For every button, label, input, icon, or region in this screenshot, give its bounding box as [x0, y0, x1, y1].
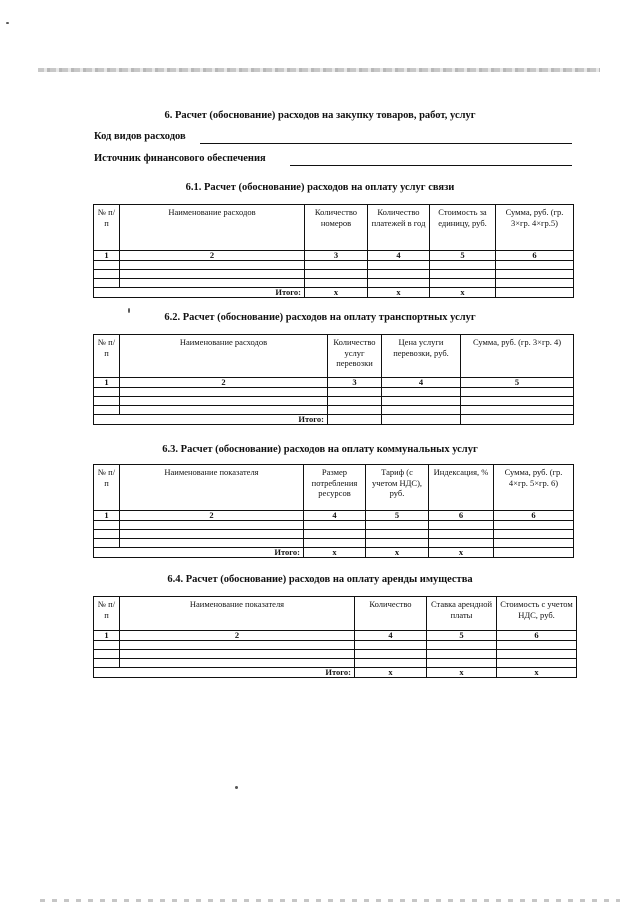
table-row: [94, 388, 574, 397]
header-cell: Сумма, руб. (гр. 4×гр. 5×гр. 6): [494, 465, 574, 511]
funding-source-field[interactable]: [290, 165, 572, 166]
header-cell: Наименование расходов: [120, 205, 305, 251]
table-cell[interactable]: [94, 270, 120, 279]
column-number: 6: [497, 631, 577, 641]
header-cell: № п/п: [94, 465, 120, 511]
header-cell: Тариф (с учетом НДС), руб.: [366, 465, 429, 511]
column-number: 2: [120, 511, 304, 521]
table-cell[interactable]: [94, 659, 120, 668]
total-label: Итого:: [94, 288, 305, 298]
table-cell[interactable]: [497, 650, 577, 659]
table-row: [94, 279, 574, 288]
table-cell[interactable]: [461, 397, 574, 406]
total-cell: х: [430, 288, 496, 298]
table-cell[interactable]: [366, 530, 429, 539]
column-number: 3: [328, 378, 382, 388]
column-number: 1: [94, 378, 120, 388]
column-number: 4: [304, 511, 366, 521]
total-cell[interactable]: [496, 288, 574, 298]
header-cell: Наименование расходов: [120, 335, 328, 378]
table-cell[interactable]: [120, 388, 328, 397]
header-cell: Количество платежей в год: [368, 205, 430, 251]
table-cell[interactable]: [328, 397, 382, 406]
table-cell[interactable]: [496, 261, 574, 270]
table-cell[interactable]: [120, 406, 328, 415]
table-cell[interactable]: [427, 641, 497, 650]
header-cell: Цена услуги перевозки, руб.: [382, 335, 461, 378]
table-header-row: [94, 465, 574, 511]
header-cell: № п/п: [94, 205, 120, 251]
table-cell[interactable]: [120, 539, 304, 548]
table-cell[interactable]: [429, 539, 494, 548]
header-cell: Размер потребления ресурсов: [304, 465, 366, 511]
table-cell[interactable]: [382, 388, 461, 397]
table-cell[interactable]: [494, 539, 574, 548]
table-cell[interactable]: [355, 650, 427, 659]
header-cell: № п/п: [94, 335, 120, 378]
table-cell[interactable]: [94, 641, 120, 650]
total-cell[interactable]: [461, 415, 574, 425]
column-number: 5: [461, 378, 574, 388]
total-cell: х: [429, 548, 494, 558]
header-cell: Количество: [355, 597, 427, 631]
expense-code-field[interactable]: [200, 143, 572, 144]
table-cell[interactable]: [430, 270, 496, 279]
column-number: 1: [94, 631, 120, 641]
table-row: [94, 539, 574, 548]
table-cell[interactable]: [368, 270, 430, 279]
table-6-3-title: 6.3. Расчет (обоснование) расходов на оплату коммунальных услуг: [162, 444, 478, 455]
table-cell[interactable]: [494, 521, 574, 530]
table-cell[interactable]: [120, 261, 305, 270]
table-cell[interactable]: [120, 530, 304, 539]
column-number: 6: [494, 511, 574, 521]
total-label: Итого:: [94, 548, 304, 558]
table-cell[interactable]: [94, 650, 120, 659]
header-cell: № п/п: [94, 597, 120, 631]
table-cell[interactable]: [497, 659, 577, 668]
total-row: [94, 415, 574, 425]
table-cell[interactable]: [427, 650, 497, 659]
table-header-row: [94, 597, 577, 631]
table-row: [94, 530, 574, 539]
column-number: 3: [305, 251, 368, 261]
table-cell[interactable]: [497, 641, 577, 650]
total-cell: х: [497, 668, 577, 678]
table-cell[interactable]: [94, 530, 120, 539]
total-cell: х: [305, 288, 368, 298]
total-cell: х: [368, 288, 430, 298]
column-number: 4: [382, 378, 461, 388]
table-cell[interactable]: [430, 261, 496, 270]
column-number: 6: [429, 511, 494, 521]
column-number: 6: [496, 251, 574, 261]
column-number-row: [94, 378, 574, 388]
header-cell: Наименование показателя: [120, 597, 355, 631]
header-cell: Сумма, руб. (гр. 3×гр. 4): [461, 335, 574, 378]
header-cell: Количество номеров: [305, 205, 368, 251]
funding-source-label: Источник финансового обеспечения: [94, 153, 266, 164]
table-cell[interactable]: [304, 539, 366, 548]
table-row: [94, 261, 574, 270]
table-cell[interactable]: [368, 261, 430, 270]
table-cell[interactable]: [368, 279, 430, 288]
header-cell: Индексация, %: [429, 465, 494, 511]
table-6-2: [93, 334, 574, 425]
table-cell[interactable]: [305, 270, 368, 279]
table-cell[interactable]: [366, 539, 429, 548]
table-cell[interactable]: [429, 521, 494, 530]
column-number: 4: [355, 631, 427, 641]
table-cell[interactable]: [430, 279, 496, 288]
total-cell[interactable]: [328, 415, 382, 425]
table-row: [94, 650, 577, 659]
column-number-row: [94, 511, 574, 521]
column-number: 5: [427, 631, 497, 641]
table-cell[interactable]: [429, 530, 494, 539]
table-row: [94, 406, 574, 415]
table-header-row: [94, 205, 574, 251]
table-row: [94, 659, 577, 668]
column-number: 2: [120, 378, 328, 388]
table-6-4: [93, 596, 577, 678]
table-cell[interactable]: [304, 521, 366, 530]
table-6-4-title: 6.4. Расчет (обоснование) расходов на оплату аренды имущества: [167, 574, 473, 585]
total-row: [94, 548, 574, 558]
header-cell: Сумма, руб. (гр. 3×гр. 4×гр.5): [496, 205, 574, 251]
table-row: [94, 397, 574, 406]
column-number: 2: [120, 631, 355, 641]
table-cell[interactable]: [366, 521, 429, 530]
table-cell[interactable]: [355, 659, 427, 668]
table-cell[interactable]: [382, 406, 461, 415]
table-cell[interactable]: [382, 397, 461, 406]
column-number-row: [94, 631, 577, 641]
total-cell: х: [355, 668, 427, 678]
table-6-1: [93, 204, 574, 298]
table-cell[interactable]: [461, 406, 574, 415]
table-row: [94, 641, 577, 650]
table-cell[interactable]: [328, 388, 382, 397]
table-cell[interactable]: [461, 388, 574, 397]
table-cell[interactable]: [94, 397, 120, 406]
column-number: 1: [94, 251, 120, 261]
column-number-row: [94, 251, 574, 261]
table-row: [94, 521, 574, 530]
table-cell[interactable]: [305, 279, 368, 288]
table-cell[interactable]: [94, 261, 120, 270]
scan-artifact-bottom: [40, 899, 620, 902]
table-cell[interactable]: [120, 397, 328, 406]
scan-artifact-top: [38, 68, 600, 72]
table-cell[interactable]: [304, 530, 366, 539]
table-cell[interactable]: [94, 406, 120, 415]
column-number: 4: [368, 251, 430, 261]
table-6-3: [93, 464, 574, 558]
total-row: [94, 288, 574, 298]
table-cell[interactable]: [496, 279, 574, 288]
table-cell[interactable]: [120, 641, 355, 650]
expense-code-label: Код видов расходов: [94, 131, 186, 142]
table-header-row: [94, 335, 574, 378]
header-cell: Наименование показателя: [120, 465, 304, 511]
total-cell: х: [427, 668, 497, 678]
total-cell: х: [304, 548, 366, 558]
table-cell[interactable]: [120, 279, 305, 288]
table-6-2-title: 6.2. Расчет (обоснование) расходов на оплату транспортных услуг: [164, 312, 476, 323]
total-cell: х: [366, 548, 429, 558]
total-cell[interactable]: [494, 548, 574, 558]
table-cell[interactable]: [496, 270, 574, 279]
table-cell[interactable]: [305, 261, 368, 270]
header-cell: Стоимость за единицу, руб.: [430, 205, 496, 251]
table-cell[interactable]: [120, 659, 355, 668]
section-title: 6. Расчет (обоснование) расходов на закупку товаров, работ, услуг: [164, 110, 476, 121]
table-row: [94, 270, 574, 279]
table-cell[interactable]: [328, 406, 382, 415]
table-cell[interactable]: [94, 279, 120, 288]
scan-speck: [6, 22, 9, 24]
table-cell[interactable]: [94, 388, 120, 397]
total-label: Итого:: [94, 668, 355, 678]
table-cell[interactable]: [120, 521, 304, 530]
table-6-1-title: 6.1. Расчет (обоснование) расходов на оплату услуг связи: [185, 182, 455, 193]
table-cell[interactable]: [120, 270, 305, 279]
total-row: [94, 668, 577, 678]
scan-speck: [235, 786, 238, 789]
header-cell: Ставка арендной платы: [427, 597, 497, 631]
table-cell[interactable]: [94, 521, 120, 530]
column-number: 5: [366, 511, 429, 521]
column-number: 2: [120, 251, 305, 261]
total-label: Итого:: [94, 415, 328, 425]
total-cell[interactable]: [382, 415, 461, 425]
table-cell[interactable]: [94, 539, 120, 548]
table-cell[interactable]: [427, 659, 497, 668]
table-cell[interactable]: [120, 650, 355, 659]
table-cell[interactable]: [494, 530, 574, 539]
header-cell: Стоимость с учетом НДС, руб.: [497, 597, 577, 631]
column-number: 5: [430, 251, 496, 261]
column-number: 1: [94, 511, 120, 521]
table-cell[interactable]: [355, 641, 427, 650]
header-cell: Количество услуг перевозки: [328, 335, 382, 378]
